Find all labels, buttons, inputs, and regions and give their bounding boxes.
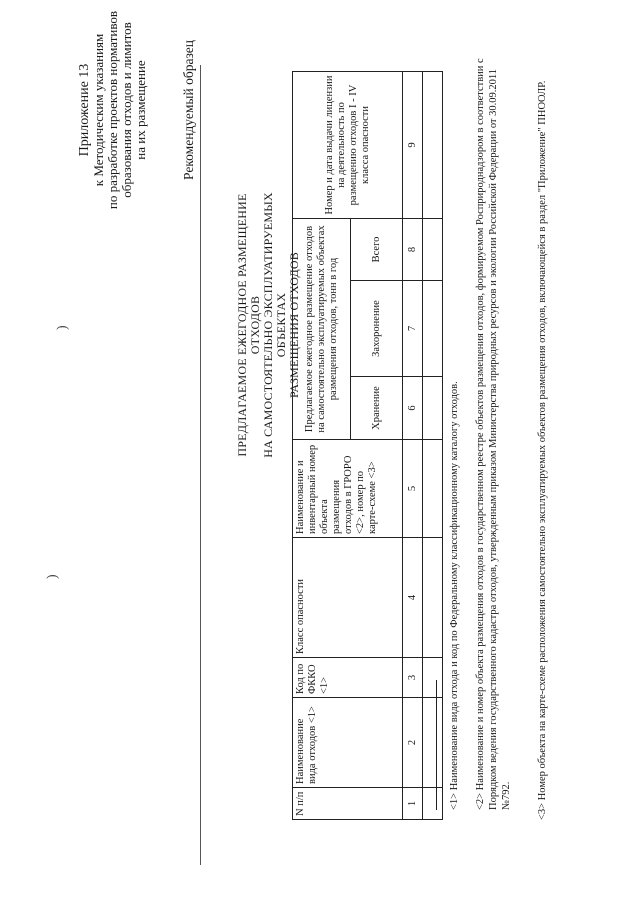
header-annual-placement: Предлагаемое ежегодное размещение отходов на самостоятельно эксплуатируемых объектах размещения отходов, тонн в год bbox=[293, 219, 351, 440]
appendix-number: Приложение 13 bbox=[77, 63, 92, 157]
header-waste-name: Наименование вида отходов <1> bbox=[293, 698, 403, 788]
empty-cell bbox=[423, 538, 443, 658]
header-hazard-class: Класс опасности bbox=[293, 538, 403, 658]
footnote-1: <1> Наименование вида отхода и код по Федеральному классификационному каталогу отходов. bbox=[449, 381, 460, 810]
column-number-cell: 4 bbox=[403, 538, 423, 658]
empty-cell bbox=[423, 788, 443, 820]
empty-cell bbox=[423, 658, 443, 698]
title-line-2: НА САМОСТОЯТЕЛЬНО ЭКСПЛУАТИРУЕМЫХ ОБЪЕКТАХ bbox=[261, 192, 288, 458]
footnote-separator bbox=[436, 680, 437, 810]
column-number-cell: 7 bbox=[403, 281, 423, 377]
empty-cell bbox=[423, 219, 443, 281]
title-line-1: ПРЕДЛАГАЕМОЕ ЕЖЕГОДНОЕ РАЗМЕЩЕНИЕ ОТХОДОВ bbox=[235, 193, 262, 457]
appendix-header bbox=[78, 5, 148, 215]
appendix-line-3: по разработке проектов нормативов bbox=[105, 10, 120, 210]
header-burial: Захоронение bbox=[351, 281, 403, 377]
empty-cell bbox=[423, 698, 443, 788]
appendix-line-2: к Методическим указаниям bbox=[91, 33, 106, 187]
paren-mark-left: ) bbox=[45, 574, 60, 579]
column-number-cell: 1 bbox=[403, 788, 423, 820]
header-fkko-code: Код по ФККО <1> bbox=[293, 658, 403, 698]
column-number-cell: 3 bbox=[403, 658, 423, 698]
column-number-cell: 2 bbox=[403, 698, 423, 788]
empty-cell bbox=[423, 281, 443, 377]
column-number-cell: 9 bbox=[403, 72, 423, 219]
empty-cell bbox=[423, 440, 443, 538]
waste-placement-table bbox=[292, 71, 443, 820]
title-line-3: РАЗМЕЩЕНИЯ ОТХОДОВ bbox=[287, 252, 301, 398]
appendix-line-4: образования отходов и лимитов bbox=[119, 22, 134, 198]
header-num: N п/п bbox=[293, 788, 403, 820]
footnote-2: <2> Наименование и номер объекта размещения отходов в государственном реестре объектов размещения отходов, формируемом Росприроднадзором в соответствии с Порядком ведения государственного кадастра отходов, утвержденным приказом Министерства природных ресурсов и экологии Российской Федерации от 30.09.2011 №792. bbox=[475, 58, 512, 810]
column-number-cell: 6 bbox=[403, 377, 423, 440]
header-object-name: Наименование и инвентарный номер объекта размещения отходов в ГРОРО <2>, номер по карте-схеме <3> bbox=[293, 440, 403, 538]
paren-mark-right: ) bbox=[55, 325, 70, 330]
header-license: Номер и дата выдачи лицензии на деятельность по размещению отходов I - IV класса опасности bbox=[293, 72, 403, 219]
empty-cell bbox=[423, 72, 443, 219]
column-number-cell: 5 bbox=[403, 440, 423, 538]
appendix-line-5: на их размещение bbox=[133, 60, 148, 160]
page-rule bbox=[200, 65, 201, 865]
empty-cell bbox=[423, 377, 443, 440]
header-total: Всего bbox=[351, 219, 403, 281]
column-number-cell: 8 bbox=[403, 219, 423, 281]
footnote-3: <3> Номер объекта на карте-схеме расположения самостоятельно эксплуатируемых объектов размещения отходов, включающейся в раздел "Приложение" ПНООЛР. bbox=[537, 80, 548, 820]
header-storage: Хранение bbox=[351, 377, 403, 440]
recommended-sample: Рекомендуемый образец bbox=[181, 40, 196, 181]
